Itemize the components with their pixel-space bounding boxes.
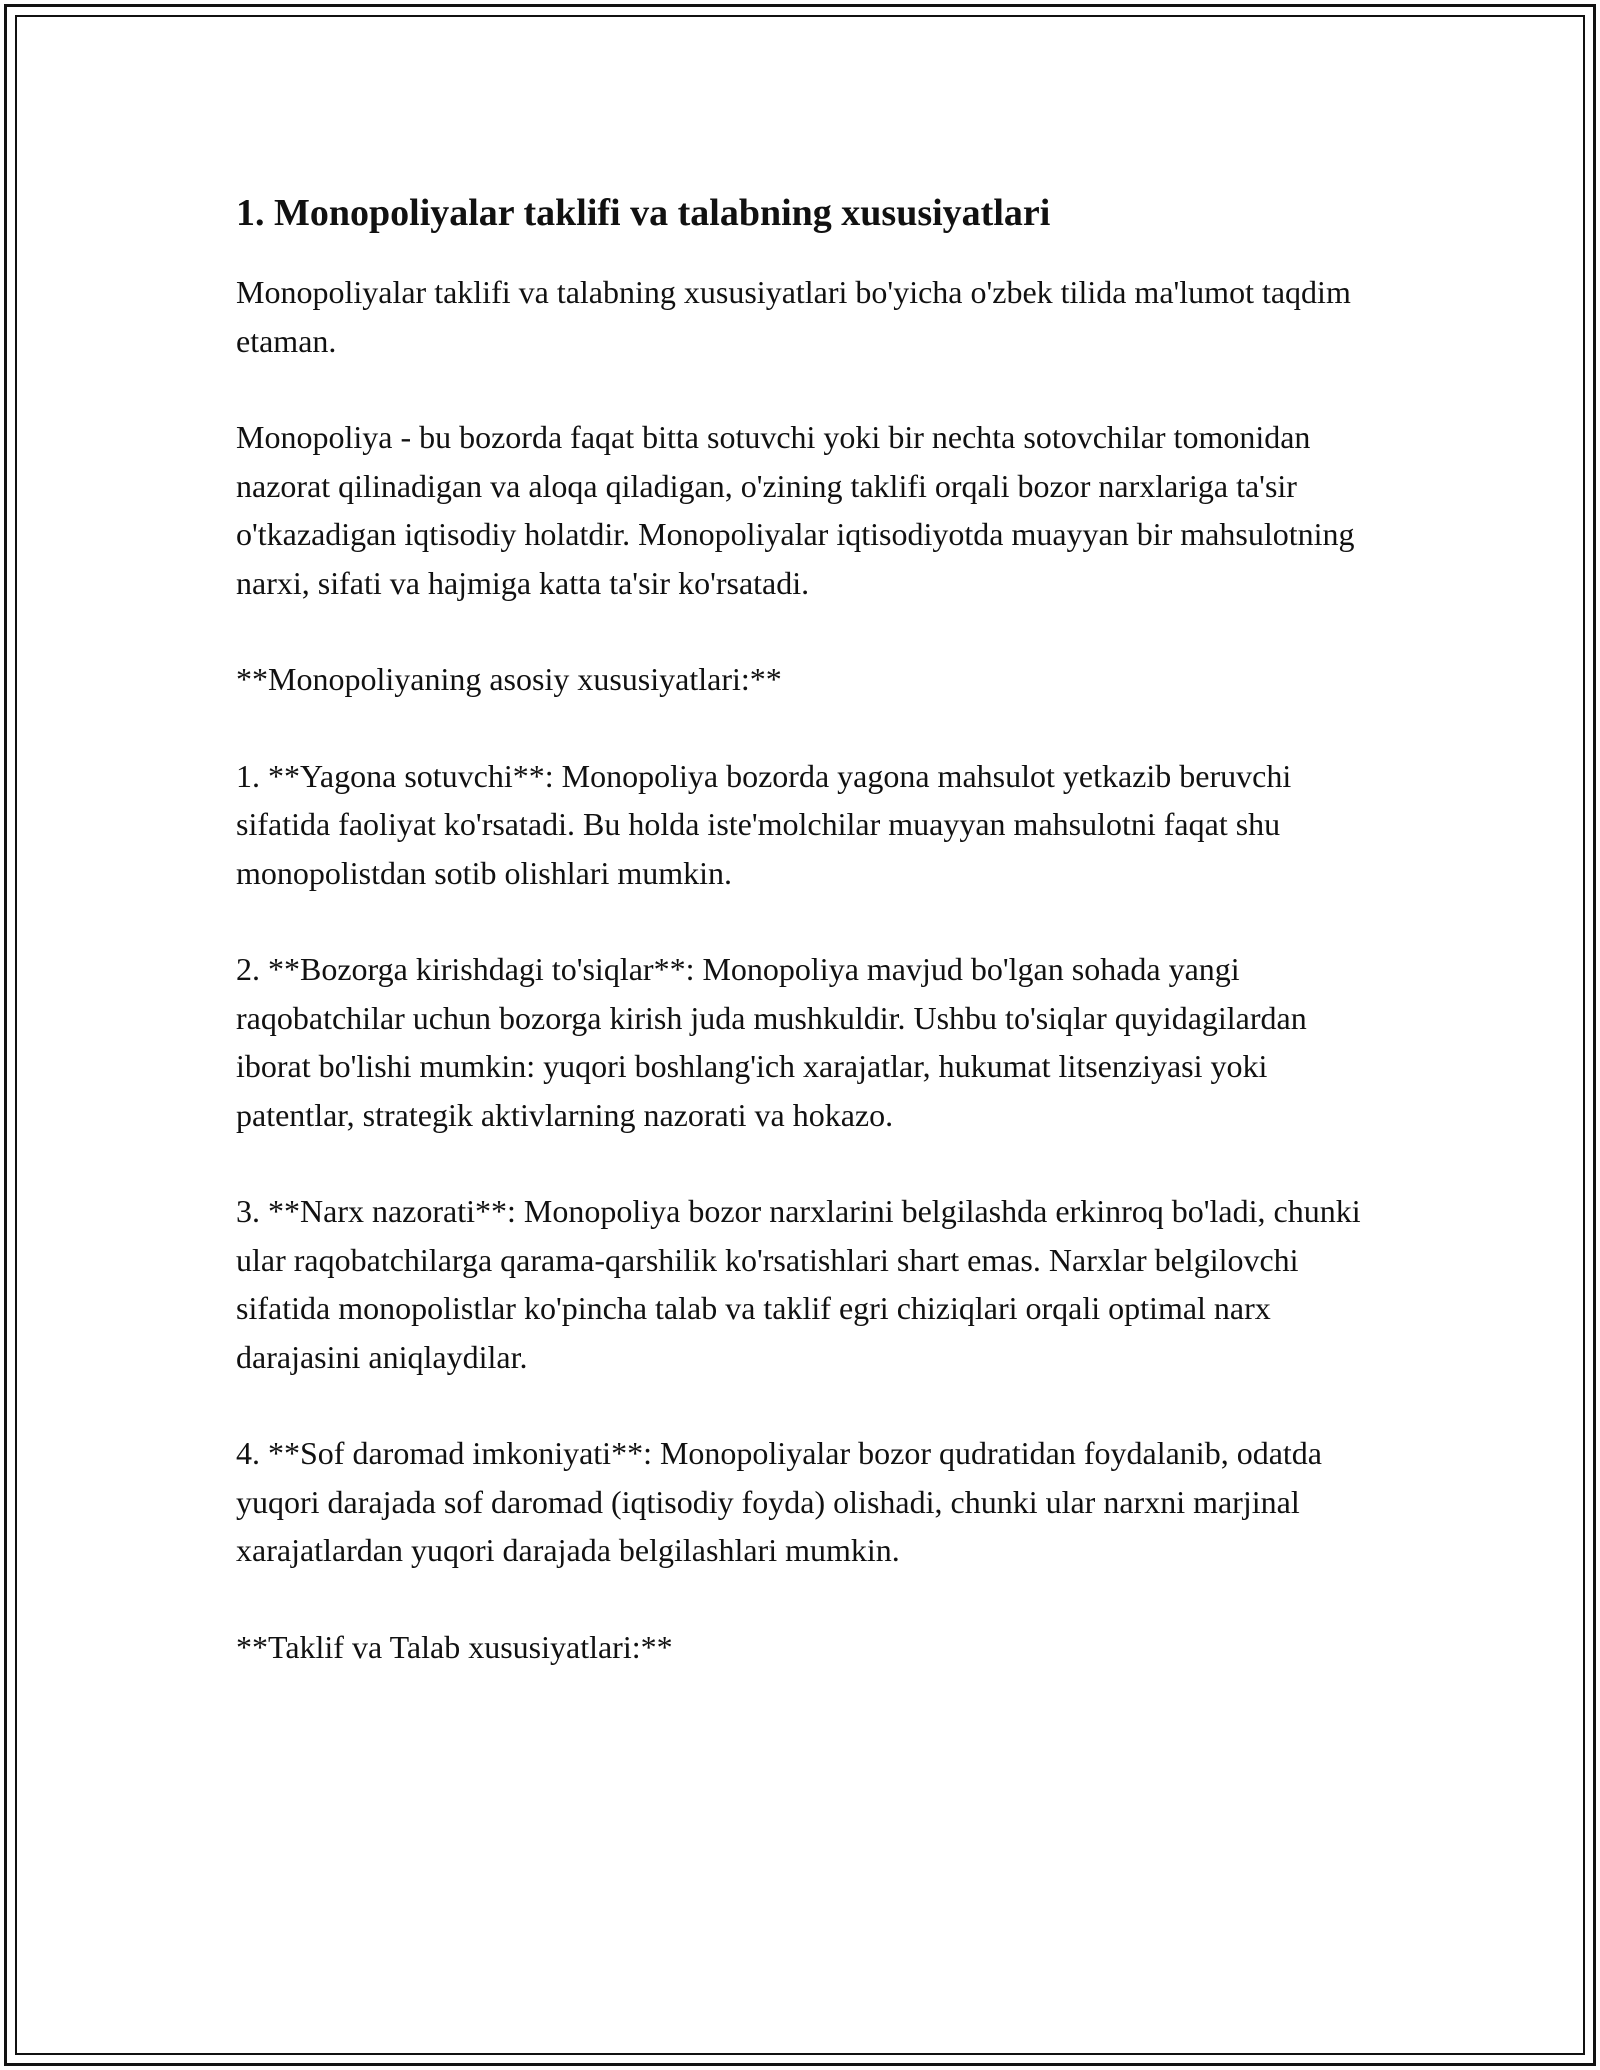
- list-item-entry-barriers: 2. **Bozorga kirishdagi to'siqlar**: Monopoliya mavjud bo'lgan sohada yangi raqobatchilar uchun bozorga kirish juda mushkuldir. Ushbu to'siqlar quyidagilardan iborat bo'lishi mumkin: yuqori boshlang'ich xarajatlar, hukumat litsenziyasi yoki patentlar, strategik aktivlarning nazorati va hokazo.: [236, 951, 1307, 1133]
- list-item-single-seller: 1. **Yagona sotuvchi**: Monopoliya bozorda yagona mahsulot yetkazib beruvchi sifatida faoliyat ko'rsatadi. Bu holda iste'molchilar muayyan mahsulotni faqat shu monopolistdan sotib olishlari mumkin.: [236, 757, 1292, 891]
- paragraph-definition: Monopoliya - bu bozorda faqat bitta sotuvchi yoki bir nechta sotovchilar tomonidan nazorat qilinadigan va aloqa qiladigan, o'zining taklifi orqali bozor narxlariga ta'sir o'tkazadigan iqtisodiy holatdir. Monopoliyalar iqtisodiyotda muayyan bir mahsulotning narxi, sifati va hajmiga katta ta'sir ko'rsatadi.: [236, 419, 1355, 601]
- section-label-main-features: **Monopoliyaning asosiy xususiyatlari:**: [236, 661, 782, 697]
- paragraph-intro: Monopoliyalar taklifi va talabning xususiyatlari bo'yicha o'zbek tilida ma'lumot taqdim etaman.: [236, 274, 1351, 359]
- list-item-net-income: 4. **Sof daromad imkoniyati**: Monopoliyalar bozor qudratidan foydalanib, odatda yuqori darajada sof daromad (iqtisodiy foyda) olishadi, chunki ular narxni marjinal xarajatlardan yuqori darajada belgilashlari mumkin.: [236, 1435, 1322, 1568]
- list-item-price-control: 3. **Narx nazorati**: Monopoliya bozor narxlarini belgilashda erkinroq bo'ladi, chunki ular raqobatchilarga qarama-qarshilik ko'rsatishlari shart emas. Narxlar belgilovchi sifatida monopolistlar ko'pincha talab va taklif egri chiziqlari orqali optimal narx darajasini aniqlaydilar.: [236, 1193, 1361, 1375]
- document-body: [236, 188, 1366, 1671]
- section-label-supply-demand: **Taklif va Talab xususiyatlari:**: [236, 1628, 673, 1665]
- document-heading: 1. Monopoliyalar taklifi va talabning xususiyatlari: [236, 192, 1051, 234]
